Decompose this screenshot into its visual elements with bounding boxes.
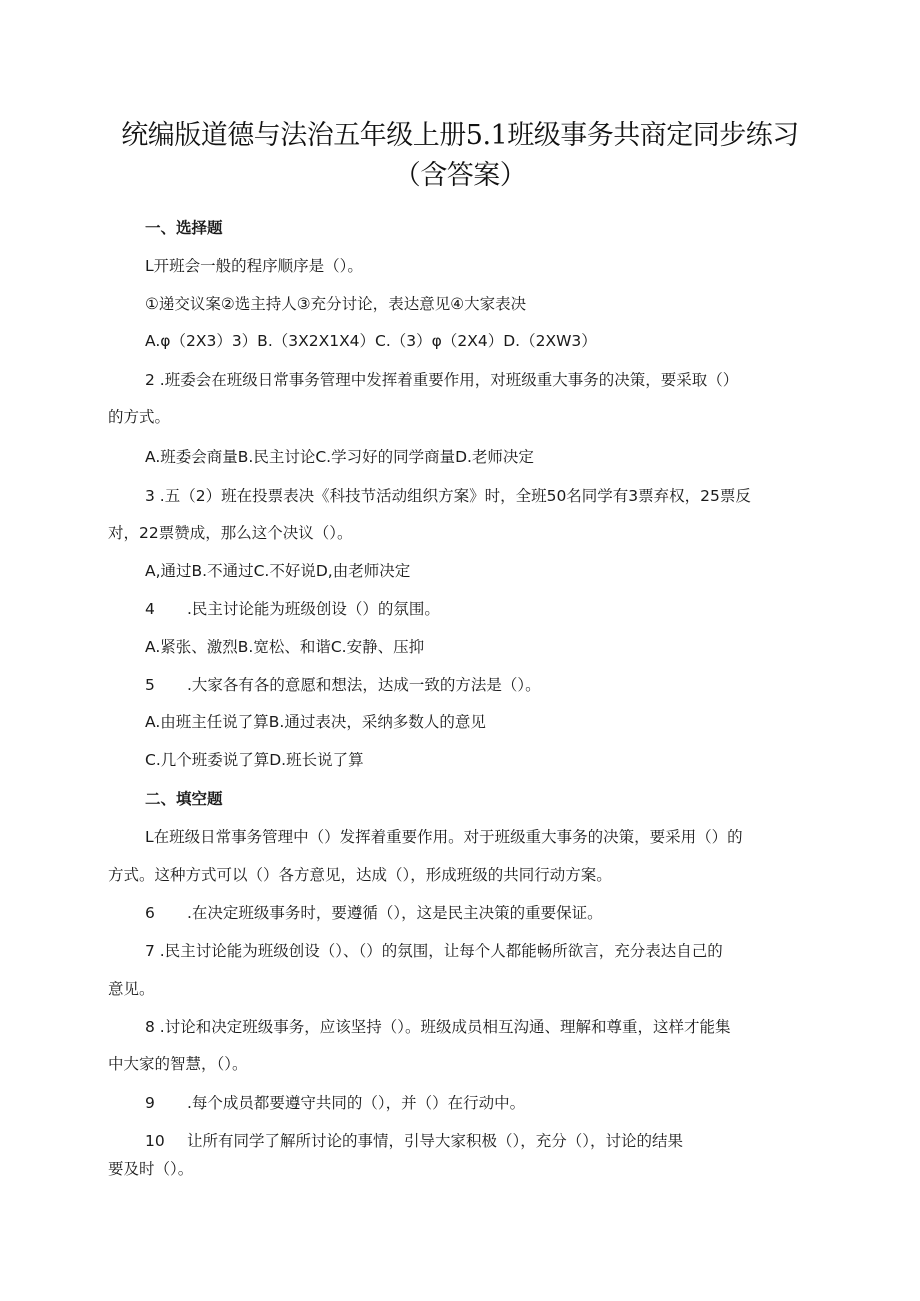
fill-q9	[145, 1092, 525, 1114]
q1-options: A.φ（2X3）3）B.（3X2X1X4）C.（3）φ（2X4）D.（2XW3）	[145, 332, 597, 350]
q4-text: .民主讨论能为班级创设（）的氛围。	[187, 600, 440, 618]
fill-q8-line1: 8 .讨论和决定班级事务，应该坚持（）。班级成员相互沟通、理解和尊重，这样才能集	[145, 1018, 731, 1036]
q10-text: 让所有同学了解所讨论的事情，引导大家积极（），充分（），讨论的结果	[187, 1132, 684, 1150]
q10-number: 10	[145, 1132, 165, 1150]
document-subtitle: （含答案）	[393, 160, 527, 191]
q2-options: A.班委会商量B.民主讨论C.学习好的同学商量D.老师决定	[145, 448, 534, 466]
q4-options: A.紧张、激烈B.宽松、和谐C.安静、压抑	[145, 638, 425, 656]
section-heading-choice: 一、选择题	[145, 219, 223, 237]
q1-items: ①递交议案②选主持人③充分讨论，表达意见④大家表决	[145, 295, 527, 313]
q3-stem-line2: 对，22票赞成，那么这个决议（）。	[108, 524, 353, 542]
fill-q7-line2: 意见。	[108, 980, 155, 998]
q5-text: .大家各有各的意愿和想法，达成一致的方法是（）。	[187, 676, 541, 694]
section-heading-fill: 二、填空题	[145, 790, 223, 808]
q2-stem-line2: 的方式。	[108, 408, 171, 426]
fill-q8-line2: 中大家的智慧，（）。	[108, 1055, 248, 1073]
q2-stem-line1: 2 .班委会在班级日常事务管理中发挥着重要作用，对班级重大事务的决策，要采取（）	[145, 371, 739, 389]
q6-text: .在决定班级事务时，要遵循（），这是民主决策的重要保证。	[187, 904, 603, 922]
q4-number: 4	[145, 600, 155, 618]
q1-stem: L开班会一般的程序顺序是（）。	[145, 257, 363, 275]
q5-options-line2: C.几个班委说了算D.班长说了算	[145, 751, 364, 769]
q5-stem	[145, 674, 541, 696]
fill-q1-line1: L在班级日常事务管理中（）发挥着重要作用。对于班级重大事务的决策，要采用（）的	[145, 828, 743, 846]
q9-number: 9	[145, 1094, 155, 1112]
q3-stem-line1: 3 .五（2）班在投票表决《科技节活动组织方案》时，全班50名同学有3票弃权，25票反	[145, 487, 751, 505]
q6-number: 6	[145, 904, 155, 922]
fill-q10-line2: 要及时（）。	[108, 1160, 194, 1178]
fill-q1-line2: 方式。这种方式可以（）各方意见，达成（），形成班级的共同行动方案。	[108, 866, 612, 884]
q5-number: 5	[145, 676, 155, 694]
fill-q10-line1	[145, 1130, 683, 1152]
q9-text: .每个成员都要遵守共同的（），并（）在行动中。	[187, 1094, 526, 1112]
q4-stem	[145, 598, 440, 620]
document-title: 统编版道德与法治五年级上册5.1班级事务共商定同步练习	[121, 120, 799, 151]
fill-q7-line1: 7 .民主讨论能为班级创设（）、（）的氛围，让每个人都能畅所欲言，充分表达自己的	[145, 942, 723, 960]
q3-options: A,通过B.不通过C.不好说D,由老师决定	[145, 562, 411, 580]
q5-options-line1: A.由班主任说了算B.通过表决，采纳多数人的意见	[145, 713, 486, 731]
fill-q6	[145, 902, 603, 924]
